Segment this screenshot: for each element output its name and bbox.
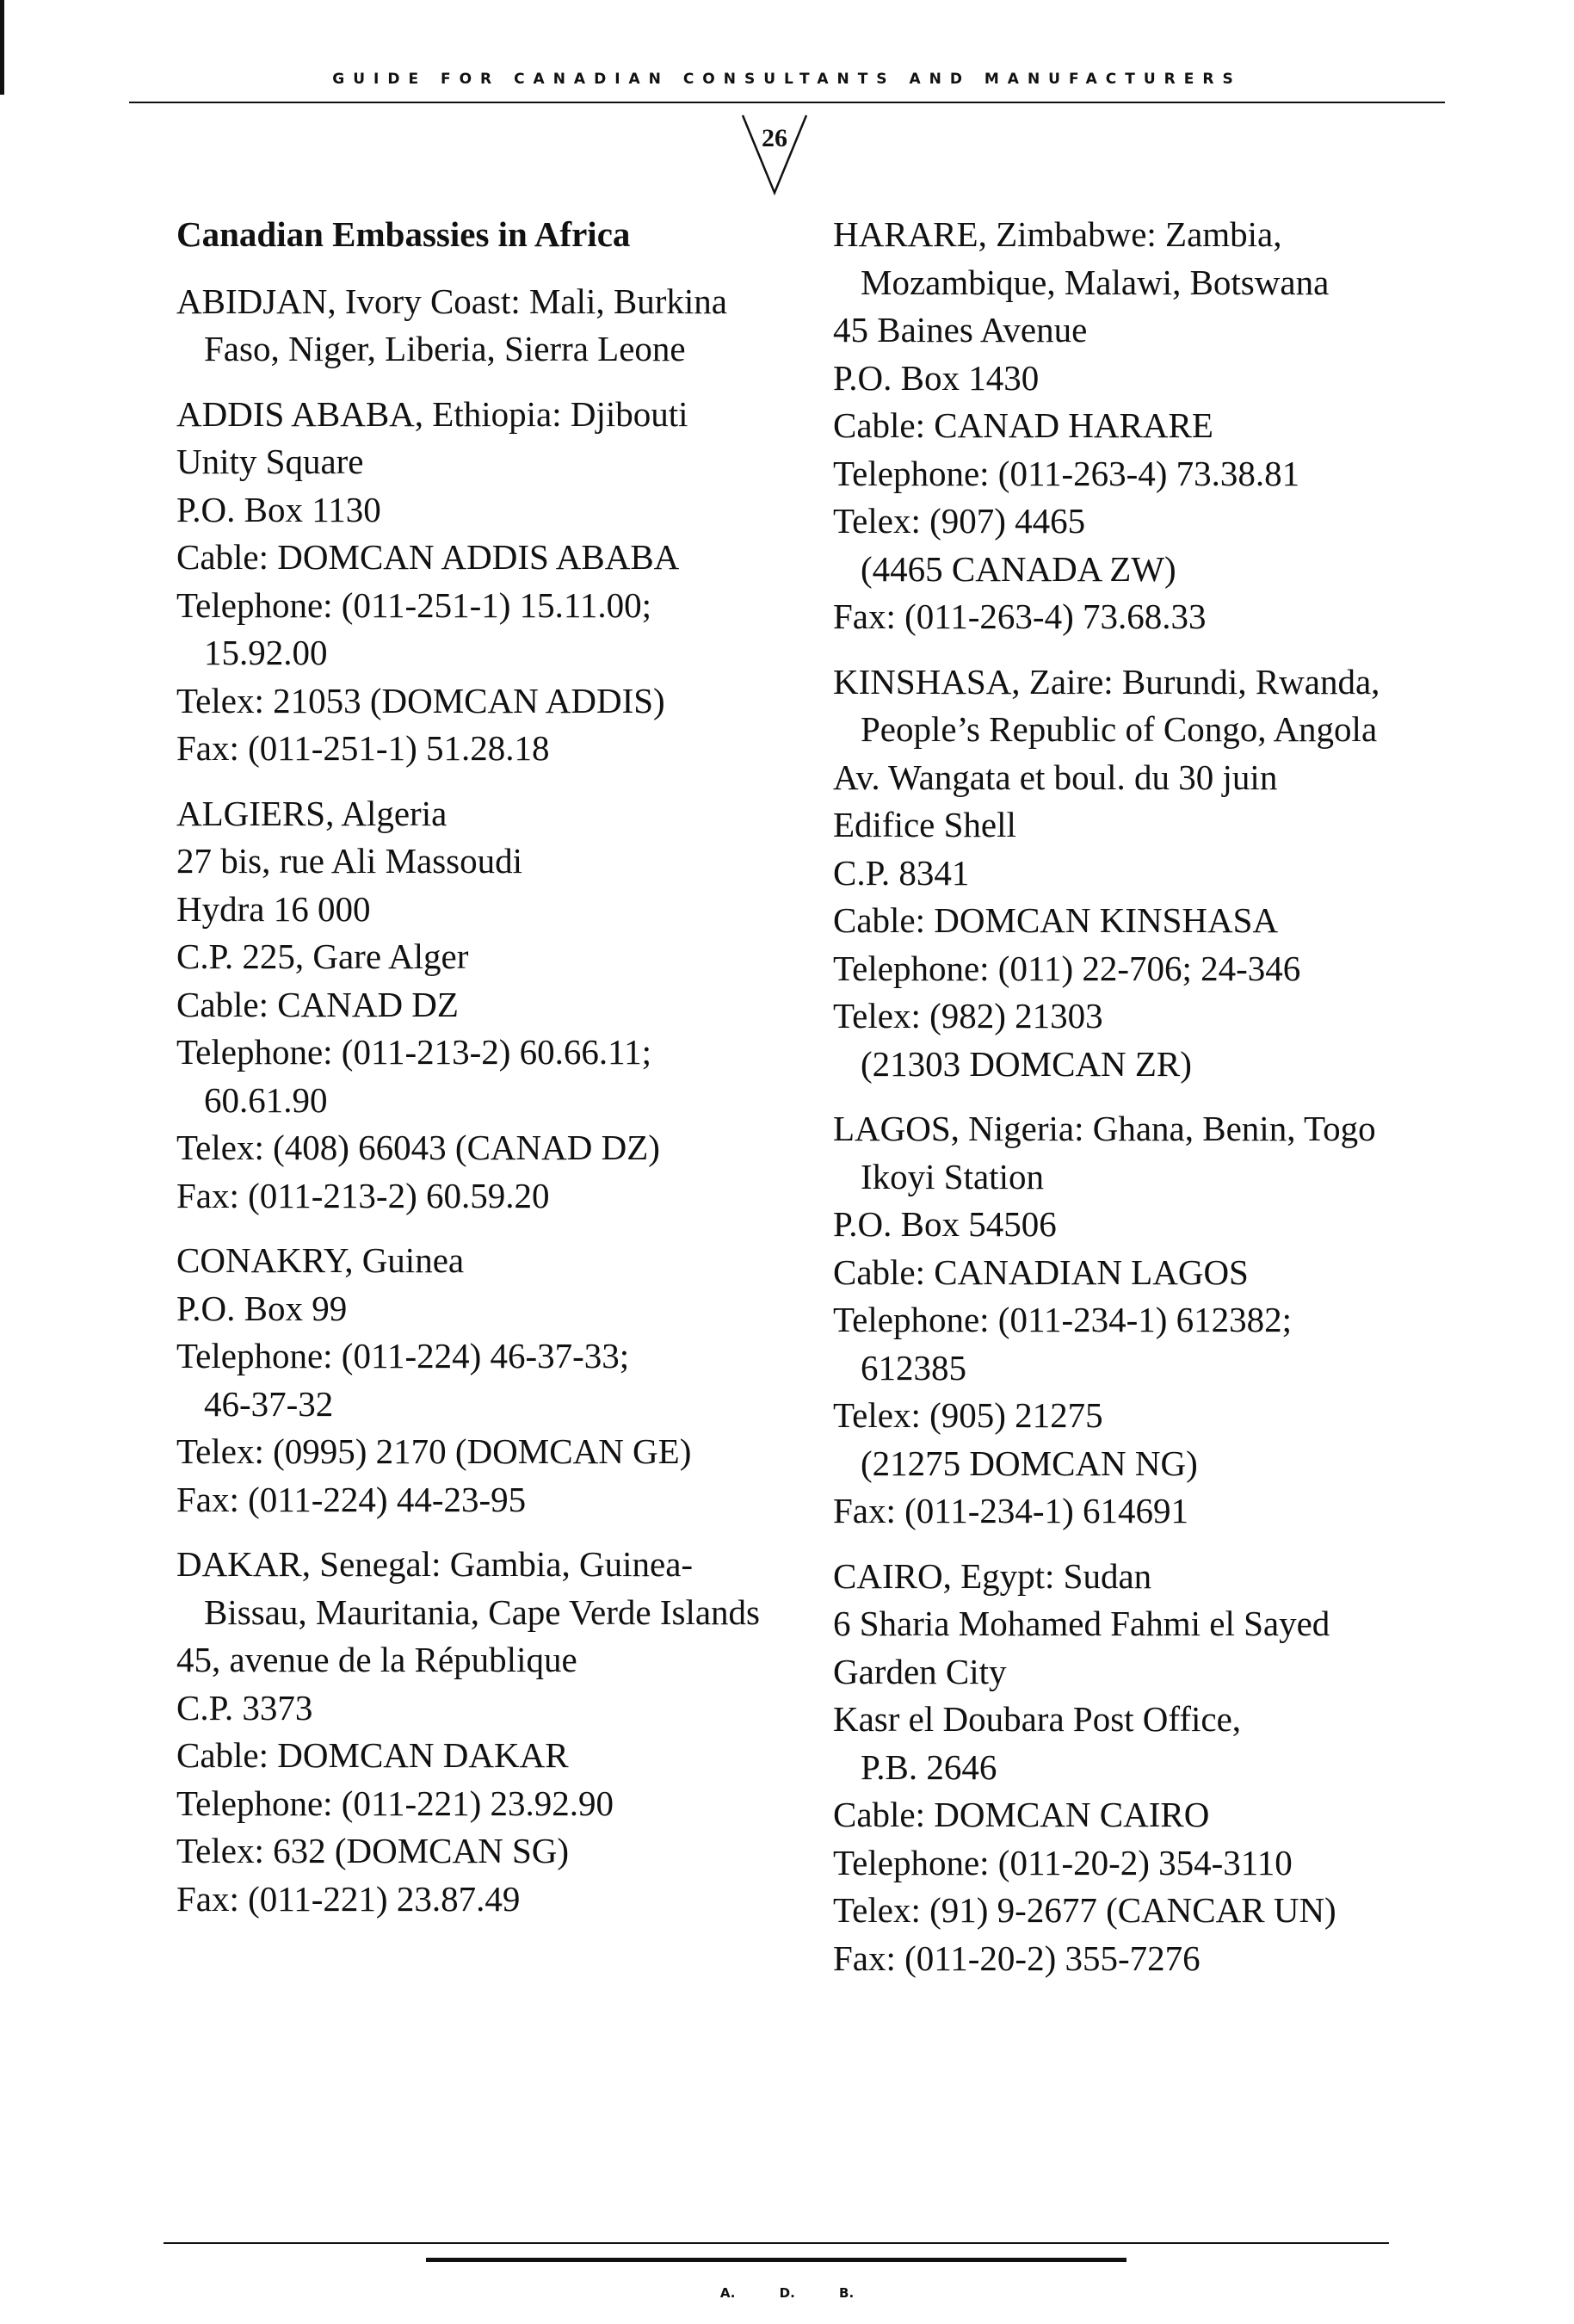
embassy-detail-line: Bissau, Mauritania, Cape Verde Islands [204,1592,760,1632]
embassy-detail-line: 60.61.90 [204,1079,328,1120]
embassy-detail-line: Telex: (905) 21275 [833,1395,1103,1435]
embassy-detail-line: Fax: (011-20-2) 355-7276 [833,1938,1201,1978]
embassy-detail-line: Cable: DOMCAN KINSHASA [833,900,1279,940]
embassy-detail-line: Fax: (011-224) 44-23-95 [176,1479,527,1519]
embassy-detail-line: Cable: DOMCAN ADDIS ABABA [176,537,680,577]
embassy-heading: ADDIS ABABA, Ethiopia: Djibouti [176,393,688,434]
embassy-detail-line: (21303 DOMCAN ZR) [861,1043,1192,1084]
embassy-detail-line: (21275 DOMCAN NG) [861,1443,1198,1483]
embassy-detail-line: 46-37-32 [204,1383,334,1424]
embassy-detail-line: Telephone: (011-213-2) 60.66.11; [176,1032,652,1072]
embassy-detail-line: Telex: 632 (DOMCAN SG) [176,1831,570,1870]
embassy-heading: LAGOS, Nigeria: Ghana, Benin, Togo [833,1109,1376,1148]
embassy-heading: ABIDJAN, Ivory Coast: Mali, Burkina [176,281,728,321]
embassy-detail-line: P.O. Box 54506 [833,1204,1057,1244]
embassy-detail-line: 27 bis, rue Ali Massoudi [176,841,523,881]
embassy-detail-line: Telephone: (011) 22-706; 24-346 [833,948,1301,988]
scan-edge-mark [0,0,4,95]
embassy-detail-line: Ikoyi Station [861,1156,1044,1196]
embassy-detail-line: P.O. Box 99 [176,1288,348,1328]
embassy-detail-line: Cable: CANAD DZ [176,984,459,1024]
embassy-detail-line: Telex: 21053 (DOMCAN ADDIS) [176,680,665,720]
embassy-detail-line: Telephone: (011-20-2) 354-3110 [833,1842,1293,1882]
embassy-detail-line: Mozambique, Malawi, Botswana [861,262,1330,302]
embassy-detail-line: 612385 [861,1347,966,1388]
embassy-detail-line: Hydra 16 000 [176,888,371,929]
embassy-detail-line: P.O. Box 1430 [833,357,1040,398]
header-rule [129,102,1445,103]
embassy-entry [833,1553,1435,1983]
left-column [176,211,796,1940]
right-entries [833,211,1435,1982]
section-title: Canadian Embassies in Africa [176,214,631,254]
embassy-heading: CONAKRY, Guinea [176,1240,465,1280]
embassy-detail-line: C.P. 225, Gare Alger [176,936,469,976]
footer-text: A. D. B. [719,2285,855,2301]
embassy-detail-line: P.B. 2646 [861,1746,997,1787]
right-column [833,211,1435,2000]
embassy-detail-line: Faso, Niger, Liberia, Sierra Leone [204,329,686,368]
triangle-marker-icon [736,110,813,196]
embassy-detail-line: Telephone: (011-251-1) 15.11.00; [176,584,652,625]
embassy-entry [176,278,796,374]
embassy-detail-line: Telex: (907) 4465 [833,501,1086,541]
embassy-detail-line: C.P. 8341 [833,852,970,893]
embassy-detail-line: 6 Sharia Mohamed Fahmi el Sayed [833,1604,1330,1643]
embassy-detail-line: Fax: (011-221) 23.87.49 [176,1878,521,1919]
embassy-heading: DAKAR, Senegal: Gambia, Guinea- [176,1544,694,1584]
embassy-entry [833,658,1435,1089]
embassy-detail-line: Telex: (982) 21303 [833,996,1103,1035]
embassy-detail-line: 45, avenue de la République [176,1640,577,1679]
running-header: GUIDE FOR CANADIAN CONSULTANTS AND MANUFACTURERS [332,71,1242,88]
embassy-detail-line: Cable: DOMCAN DAKAR [176,1735,569,1775]
embassy-detail-line: Av. Wangata et boul. du 30 juin [833,757,1278,797]
embassy-detail-line: Telex: (408) 66043 (CANAD DZ) [176,1128,660,1167]
embassy-detail-line: (4465 CANADA ZW) [861,548,1176,589]
embassy-detail-line: Edifice Shell [833,805,1016,844]
embassy-heading: ALGIERS, Algeria [176,793,448,833]
embassy-detail-line: C.P. 3373 [176,1687,313,1728]
embassy-entry [176,1237,796,1524]
embassy-detail-line: Kasr el Doubara Post Office, [833,1699,1242,1739]
embassy-heading: HARARE, Zimbabwe: Zambia, [833,214,1282,254]
embassy-detail-line: Fax: (011-251-1) 51.28.18 [176,728,550,768]
embassy-detail-line: Fax: (011-263-4) 73.68.33 [833,596,1207,636]
page-number-marker [736,110,813,196]
footer-rule-thick [426,2258,1126,2262]
footer-rule [164,2242,1389,2244]
embassy-detail-line: Telephone: (011-234-1) 612382; [833,1300,1293,1339]
embassy-detail-line: 15.92.00 [204,633,328,672]
embassy-detail-line: Fax: (011-234-1) 614691 [833,1491,1188,1530]
embassy-detail-line: Garden City [833,1651,1007,1691]
embassy-detail-line: Fax: (011-213-2) 60.59.20 [176,1175,550,1215]
embassy-detail-line: Cable: DOMCAN CAIRO [833,1795,1210,1834]
embassy-detail-line: Telephone: (011-224) 46-37-33; [176,1336,630,1375]
embassy-heading: KINSHASA, Zaire: Burundi, Rwanda, [833,661,1380,702]
embassy-detail-line: Telephone: (011-263-4) 73.38.81 [833,453,1300,493]
embassy-detail-line: Telex: (91) 9-2677 (CANCAR UN) [833,1890,1336,1930]
embassy-entry [833,1105,1435,1536]
embassy-entry [176,391,796,773]
embassy-detail-line: People’s Republic of Congo, Angola [861,709,1378,749]
left-entries [176,278,796,1924]
embassy-detail-line: Cable: CANADIAN LAGOS [833,1252,1249,1292]
embassy-detail-line: Unity Square [176,442,364,481]
embassy-entry [176,790,796,1221]
embassy-detail-line: P.O. Box 1130 [176,489,381,529]
embassy-detail-line: Telex: (0995) 2170 (DOMCAN GE) [176,1431,692,1471]
embassy-detail-line: Telephone: (011-221) 23.92.90 [176,1783,614,1823]
embassy-entry [833,211,1435,641]
embassy-detail-line: Cable: CANAD HARARE [833,405,1213,445]
embassy-detail-line: 45 Baines Avenue [833,310,1088,349]
embassy-heading: CAIRO, Egypt: Sudan [833,1555,1152,1596]
page-number: 26 [762,124,787,152]
embassy-entry [176,1541,796,1923]
